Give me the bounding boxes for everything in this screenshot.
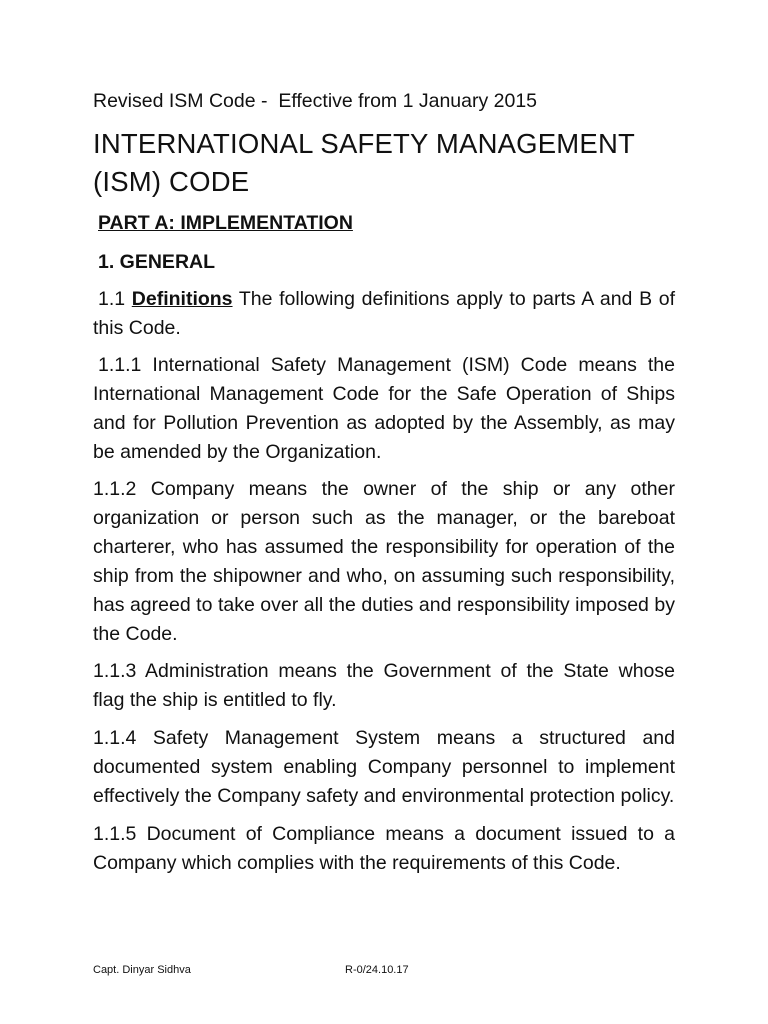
footer-revision: R-0/24.10.17 (345, 964, 409, 976)
definitions-term: Definitions (131, 288, 233, 310)
definitions-text: The following definitions apply to parts A and B of this Code. (93, 288, 676, 339)
paragraph-1-1-4: 1.1.4 Safety Management System means a structured and documented system enabling Company personnel to implement effectively the Company safety and environmental protection policy. (93, 727, 675, 807)
document-body (93, 86, 675, 878)
paragraph-1-1-2: 1.1.2 Company means the owner of the ship or any other organization or person such as the manager, or the bareboat charterer, who has assumed the responsibility for operation of the ship from the shipowner and who, on assuming such responsibility, has agreed to take over all the duties and responsibility imposed by the Code. (93, 478, 675, 645)
paragraph-1-1-5: 1.1.5 Document of Compliance means a document issued to a Company which complies with the requirements of this Code. (93, 823, 675, 874)
definitions-number: 1.1 (98, 288, 132, 310)
footer-author: Capt. Dinyar Sidhva (93, 964, 191, 976)
paragraph-1-1-3: 1.1.3 Administration means the Government of the State whose flag the ship is entitled to fly. (93, 660, 675, 711)
paragraph-1-1-1: 1.1.1 International Safety Management (ISM) Code means the International Management Code for the Safe Operation of Ships and for Pollution Prevention as adopted by the Assembly, as may be amended by the Organization. (93, 354, 675, 463)
section-heading: 1. GENERAL (98, 251, 216, 273)
definitions-paragraph (93, 285, 675, 343)
revision-line: Revised ISM Code - Effective from 1 January 2015 (93, 90, 538, 112)
part-heading: PART A: IMPLEMENTATION (98, 212, 353, 234)
document-title: INTERNATIONAL SAFETY MANAGEMENT (ISM) CODE (93, 128, 635, 197)
